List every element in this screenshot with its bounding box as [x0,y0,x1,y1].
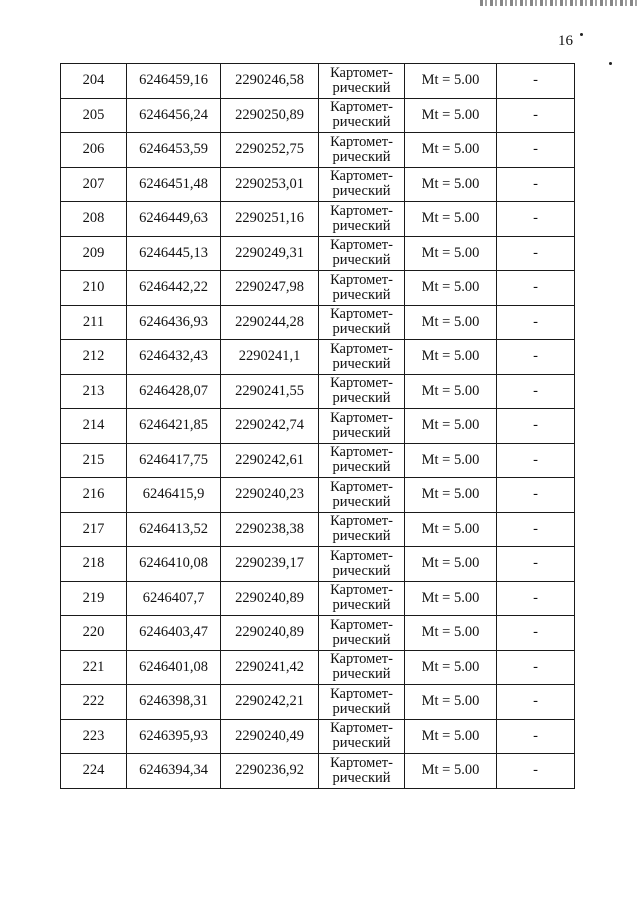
table-row [61,340,575,375]
method-cell [319,167,405,202]
accuracy-cell: Mt = 5.00 [405,64,497,99]
method-cell [319,340,405,375]
table-row [61,581,575,616]
point-number-cell: 223 [61,719,127,754]
x-coordinate-cell: 6246407,7 [127,581,221,616]
accuracy-cell: Mt = 5.00 [405,340,497,375]
method-cell [319,133,405,168]
method-line-2: рический [332,286,391,303]
accuracy-cell: Mt = 5.00 [405,236,497,271]
note-cell: - [497,512,575,547]
x-coordinate-cell: 6246410,08 [127,547,221,582]
method-line-2: рический [332,424,391,441]
note-cell: - [497,236,575,271]
y-coordinate-cell: 2290241,1 [221,340,319,375]
method-line-2: рический [332,769,391,786]
note-cell: - [497,478,575,513]
note-cell: - [497,98,575,133]
note-cell: - [497,409,575,444]
point-number-cell: 224 [61,754,127,789]
method-line-1: Картомет- [330,754,393,771]
accuracy-cell: Mt = 5.00 [405,133,497,168]
y-coordinate-cell: 2290241,55 [221,374,319,409]
table-row [61,133,575,168]
table-row [61,167,575,202]
table-row [61,64,575,99]
method-line-2: рический [332,148,391,165]
point-number-cell: 212 [61,340,127,375]
table-row [61,512,575,547]
scan-speck [609,62,612,65]
method-line-2: рический [332,79,391,96]
x-coordinate-cell: 6246421,85 [127,409,221,444]
method-cell [319,271,405,306]
accuracy-cell: Mt = 5.00 [405,305,497,340]
x-coordinate-cell: 6246398,31 [127,685,221,720]
method-line-2: рический [332,390,391,407]
accuracy-cell: Mt = 5.00 [405,443,497,478]
method-line-1: Картомет- [330,685,393,702]
y-coordinate-cell: 2290252,75 [221,133,319,168]
point-number-cell: 207 [61,167,127,202]
x-coordinate-cell: 6246428,07 [127,374,221,409]
note-cell: - [497,305,575,340]
method-cell [319,616,405,651]
method-line-2: рический [332,597,391,614]
y-coordinate-cell: 2290246,58 [221,64,319,99]
method-cell [319,409,405,444]
method-cell [319,305,405,340]
table-row [61,374,575,409]
point-number-cell: 221 [61,650,127,685]
y-coordinate-cell: 2290250,89 [221,98,319,133]
table-row [61,98,575,133]
method-cell [319,202,405,237]
accuracy-cell: Mt = 5.00 [405,754,497,789]
x-coordinate-cell: 6246442,22 [127,271,221,306]
method-line-1: Картомет- [330,202,393,219]
x-coordinate-cell: 6246401,08 [127,650,221,685]
method-cell [319,374,405,409]
method-line-1: Картомет- [330,306,393,323]
x-coordinate-cell: 6246395,93 [127,719,221,754]
method-cell [319,547,405,582]
note-cell: - [497,340,575,375]
note-cell: - [497,547,575,582]
method-cell [319,581,405,616]
point-number-cell: 206 [61,133,127,168]
method-line-1: Картомет- [330,582,393,599]
method-line-2: рический [332,459,391,476]
method-line-2: рический [332,666,391,683]
method-cell [319,754,405,789]
y-coordinate-cell: 2290244,28 [221,305,319,340]
x-coordinate-cell: 6246403,47 [127,616,221,651]
point-number-cell: 218 [61,547,127,582]
method-line-1: Картомет- [330,340,393,357]
method-line-1: Картомет- [330,444,393,461]
point-number-cell: 220 [61,616,127,651]
note-cell: - [497,64,575,99]
method-line-1: Картомет- [330,409,393,426]
method-line-2: рический [332,528,391,545]
method-cell [319,650,405,685]
accuracy-cell: Mt = 5.00 [405,271,497,306]
x-coordinate-cell: 6246449,63 [127,202,221,237]
table-row [61,719,575,754]
y-coordinate-cell: 2290240,89 [221,581,319,616]
accuracy-cell: Mt = 5.00 [405,685,497,720]
scan-artifact [480,0,640,6]
x-coordinate-cell: 6246432,43 [127,340,221,375]
method-cell [319,478,405,513]
point-number-cell: 219 [61,581,127,616]
point-number-cell: 222 [61,685,127,720]
method-cell [319,512,405,547]
note-cell: - [497,685,575,720]
coordinates-table-body [61,64,575,789]
y-coordinate-cell: 2290240,89 [221,616,319,651]
method-line-1: Картомет- [330,168,393,185]
method-line-2: рический [332,493,391,510]
note-cell: - [497,374,575,409]
method-line-2: рический [332,735,391,752]
x-coordinate-cell: 6246415,9 [127,478,221,513]
accuracy-cell: Mt = 5.00 [405,547,497,582]
method-cell [319,719,405,754]
note-cell: - [497,719,575,754]
note-cell: - [497,650,575,685]
method-line-1: Картомет- [330,616,393,633]
method-cell [319,443,405,478]
point-number-cell: 211 [61,305,127,340]
x-coordinate-cell: 6246417,75 [127,443,221,478]
accuracy-cell: Mt = 5.00 [405,719,497,754]
scan-speck [580,33,583,36]
page-number: 16 [558,33,573,49]
coordinates-table [60,63,575,789]
accuracy-cell: Mt = 5.00 [405,98,497,133]
method-cell [319,685,405,720]
y-coordinate-cell: 2290253,01 [221,167,319,202]
note-cell: - [497,271,575,306]
x-coordinate-cell: 6246445,13 [127,236,221,271]
y-coordinate-cell: 2290240,23 [221,478,319,513]
method-line-1: Картомет- [330,513,393,530]
note-cell: - [497,581,575,616]
method-line-2: рический [332,217,391,234]
method-line-1: Картомет- [330,651,393,668]
y-coordinate-cell: 2290239,17 [221,547,319,582]
note-cell: - [497,167,575,202]
point-number-cell: 210 [61,271,127,306]
x-coordinate-cell: 6246453,59 [127,133,221,168]
method-line-2: рический [332,631,391,648]
method-line-2: рический [332,700,391,717]
point-number-cell: 213 [61,374,127,409]
accuracy-cell: Mt = 5.00 [405,581,497,616]
note-cell: - [497,754,575,789]
x-coordinate-cell: 6246451,48 [127,167,221,202]
accuracy-cell: Mt = 5.00 [405,167,497,202]
x-coordinate-cell: 6246456,24 [127,98,221,133]
table-row [61,685,575,720]
accuracy-cell: Mt = 5.00 [405,478,497,513]
table-row [61,409,575,444]
method-line-1: Картомет- [330,478,393,495]
y-coordinate-cell: 2290251,16 [221,202,319,237]
point-number-cell: 214 [61,409,127,444]
table-row [61,202,575,237]
table-row [61,547,575,582]
y-coordinate-cell: 2290242,74 [221,409,319,444]
table-row [61,650,575,685]
method-line-1: Картомет- [330,547,393,564]
point-number-cell: 204 [61,64,127,99]
method-line-2: рический [332,252,391,269]
x-coordinate-cell: 6246394,34 [127,754,221,789]
method-line-2: рический [332,355,391,372]
table-row [61,236,575,271]
table-row [61,305,575,340]
method-line-1: Картомет- [330,375,393,392]
method-line-1: Картомет- [330,64,393,81]
accuracy-cell: Mt = 5.00 [405,202,497,237]
accuracy-cell: Mt = 5.00 [405,616,497,651]
x-coordinate-cell: 6246459,16 [127,64,221,99]
method-line-2: рический [332,562,391,579]
y-coordinate-cell: 2290242,61 [221,443,319,478]
method-line-1: Картомет- [330,133,393,150]
method-line-1: Картомет- [330,720,393,737]
method-cell [319,64,405,99]
table-row [61,754,575,789]
note-cell: - [497,443,575,478]
y-coordinate-cell: 2290242,21 [221,685,319,720]
note-cell: - [497,202,575,237]
y-coordinate-cell: 2290238,38 [221,512,319,547]
accuracy-cell: Mt = 5.00 [405,374,497,409]
accuracy-cell: Mt = 5.00 [405,409,497,444]
y-coordinate-cell: 2290249,31 [221,236,319,271]
table-row [61,616,575,651]
table-row [61,271,575,306]
y-coordinate-cell: 2290247,98 [221,271,319,306]
method-line-2: рический [332,321,391,338]
accuracy-cell: Mt = 5.00 [405,512,497,547]
point-number-cell: 209 [61,236,127,271]
x-coordinate-cell: 6246413,52 [127,512,221,547]
table-row [61,478,575,513]
method-line-2: рический [332,183,391,200]
x-coordinate-cell: 6246436,93 [127,305,221,340]
point-number-cell: 208 [61,202,127,237]
point-number-cell: 216 [61,478,127,513]
point-number-cell: 205 [61,98,127,133]
point-number-cell: 215 [61,443,127,478]
method-line-1: Картомет- [330,99,393,116]
note-cell: - [497,616,575,651]
method-line-1: Картомет- [330,237,393,254]
y-coordinate-cell: 2290240,49 [221,719,319,754]
method-line-2: рический [332,114,391,131]
method-line-1: Картомет- [330,271,393,288]
note-cell: - [497,133,575,168]
accuracy-cell: Mt = 5.00 [405,650,497,685]
method-cell [319,98,405,133]
y-coordinate-cell: 2290236,92 [221,754,319,789]
table-row [61,443,575,478]
y-coordinate-cell: 2290241,42 [221,650,319,685]
point-number-cell: 217 [61,512,127,547]
method-cell [319,236,405,271]
